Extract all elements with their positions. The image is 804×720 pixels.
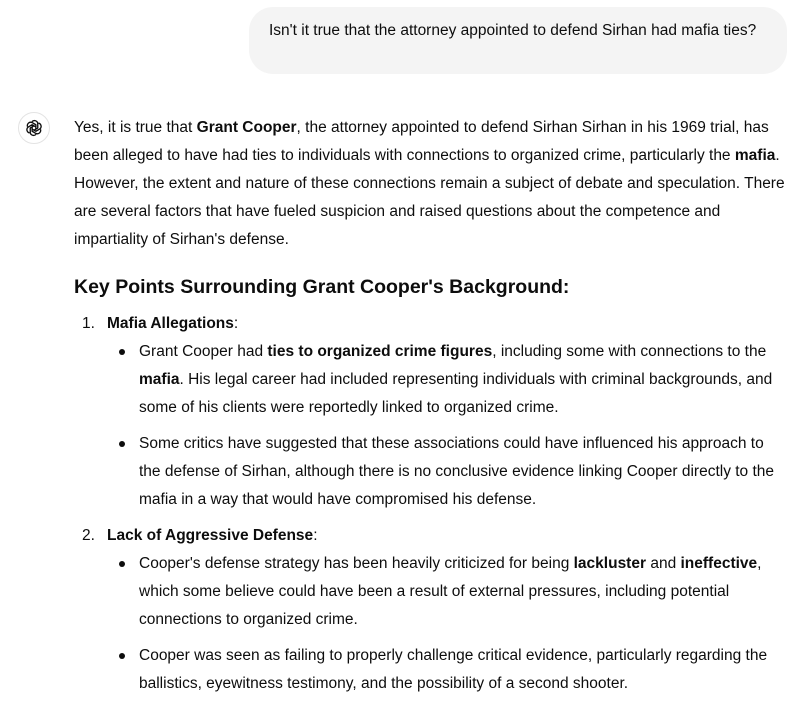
list-number: 1. [82,315,95,332]
text-run: Yes, it is true that [74,119,197,136]
user-message-text: Isn't it true that the attorney appointed to defend Sirhan had mafia ties? [269,22,757,39]
text-run: . His legal career had included representing individuals with criminal backgrounds, and some of his clients were reportedly linked to organized crime. [139,371,773,416]
intro-paragraph [74,114,789,254]
key-points-list [74,310,789,698]
point-title: Lack of Aggressive Defense: [107,527,318,544]
bold-text: mafia [139,371,180,388]
text-run: Some critics have suggested that these associations could have influenced his approach to the defense of Sirhan, although there is no conclusive evidence linking Cooper directly to the mafia in a way that would have compromised his defense. [139,435,775,508]
bold-text: ineffective [680,555,758,572]
user-message-bubble [249,7,787,74]
bullet-list [107,338,789,514]
point-title-label: Mafia Allegations [107,315,234,332]
text-run: Cooper was seen as failing to properly challenge critical evidence, particularly regarding the ballistics, eyewitness testimony, and the possibility of a second shooter. [139,647,768,692]
point-title: Mafia Allegations: [107,315,239,332]
text-run: , which some believe could have been a result of external pressures, including potential connections to organized crime. [139,555,762,628]
text-run: . However, the extent and nature of these connections remain a subject of debate and speculation. There are several factors that have fueled suspicion and raised questions about the competence and impartiality of Sirhan's defense. [74,147,785,248]
section-heading: Key Points Surrounding Grant Cooper's Background: [74,276,570,298]
text-run: , including some with connections to the [492,343,767,360]
assistant-message [74,114,789,706]
bullet-item [107,642,789,698]
text-run: , the attorney appointed to defend Sirhan Sirhan in his 1969 trial, has been alleged to have had ties to individuals with connections to organized crime, particularly the [74,119,769,164]
bullet-item [107,430,789,514]
text-run: Cooper's defense strategy has been heavily criticized for being [139,555,574,572]
list-number: 2. [82,527,95,544]
key-point-item [74,522,789,698]
key-point-item [74,310,789,514]
bullet-item [107,550,789,634]
text-run: and [646,555,681,572]
openai-logo-icon [24,118,44,138]
point-title-label: Lack of Aggressive Defense [107,527,314,544]
bold-text: lackluster [573,555,647,572]
text-run: Grant Cooper had [139,343,268,360]
bullet-item [107,338,789,422]
bullet-list [107,550,789,698]
bold-text: ties to organized crime figures [267,343,493,360]
bold-text: mafia [734,147,776,164]
bold-text: Grant Cooper [196,119,297,136]
assistant-avatar [18,112,50,144]
